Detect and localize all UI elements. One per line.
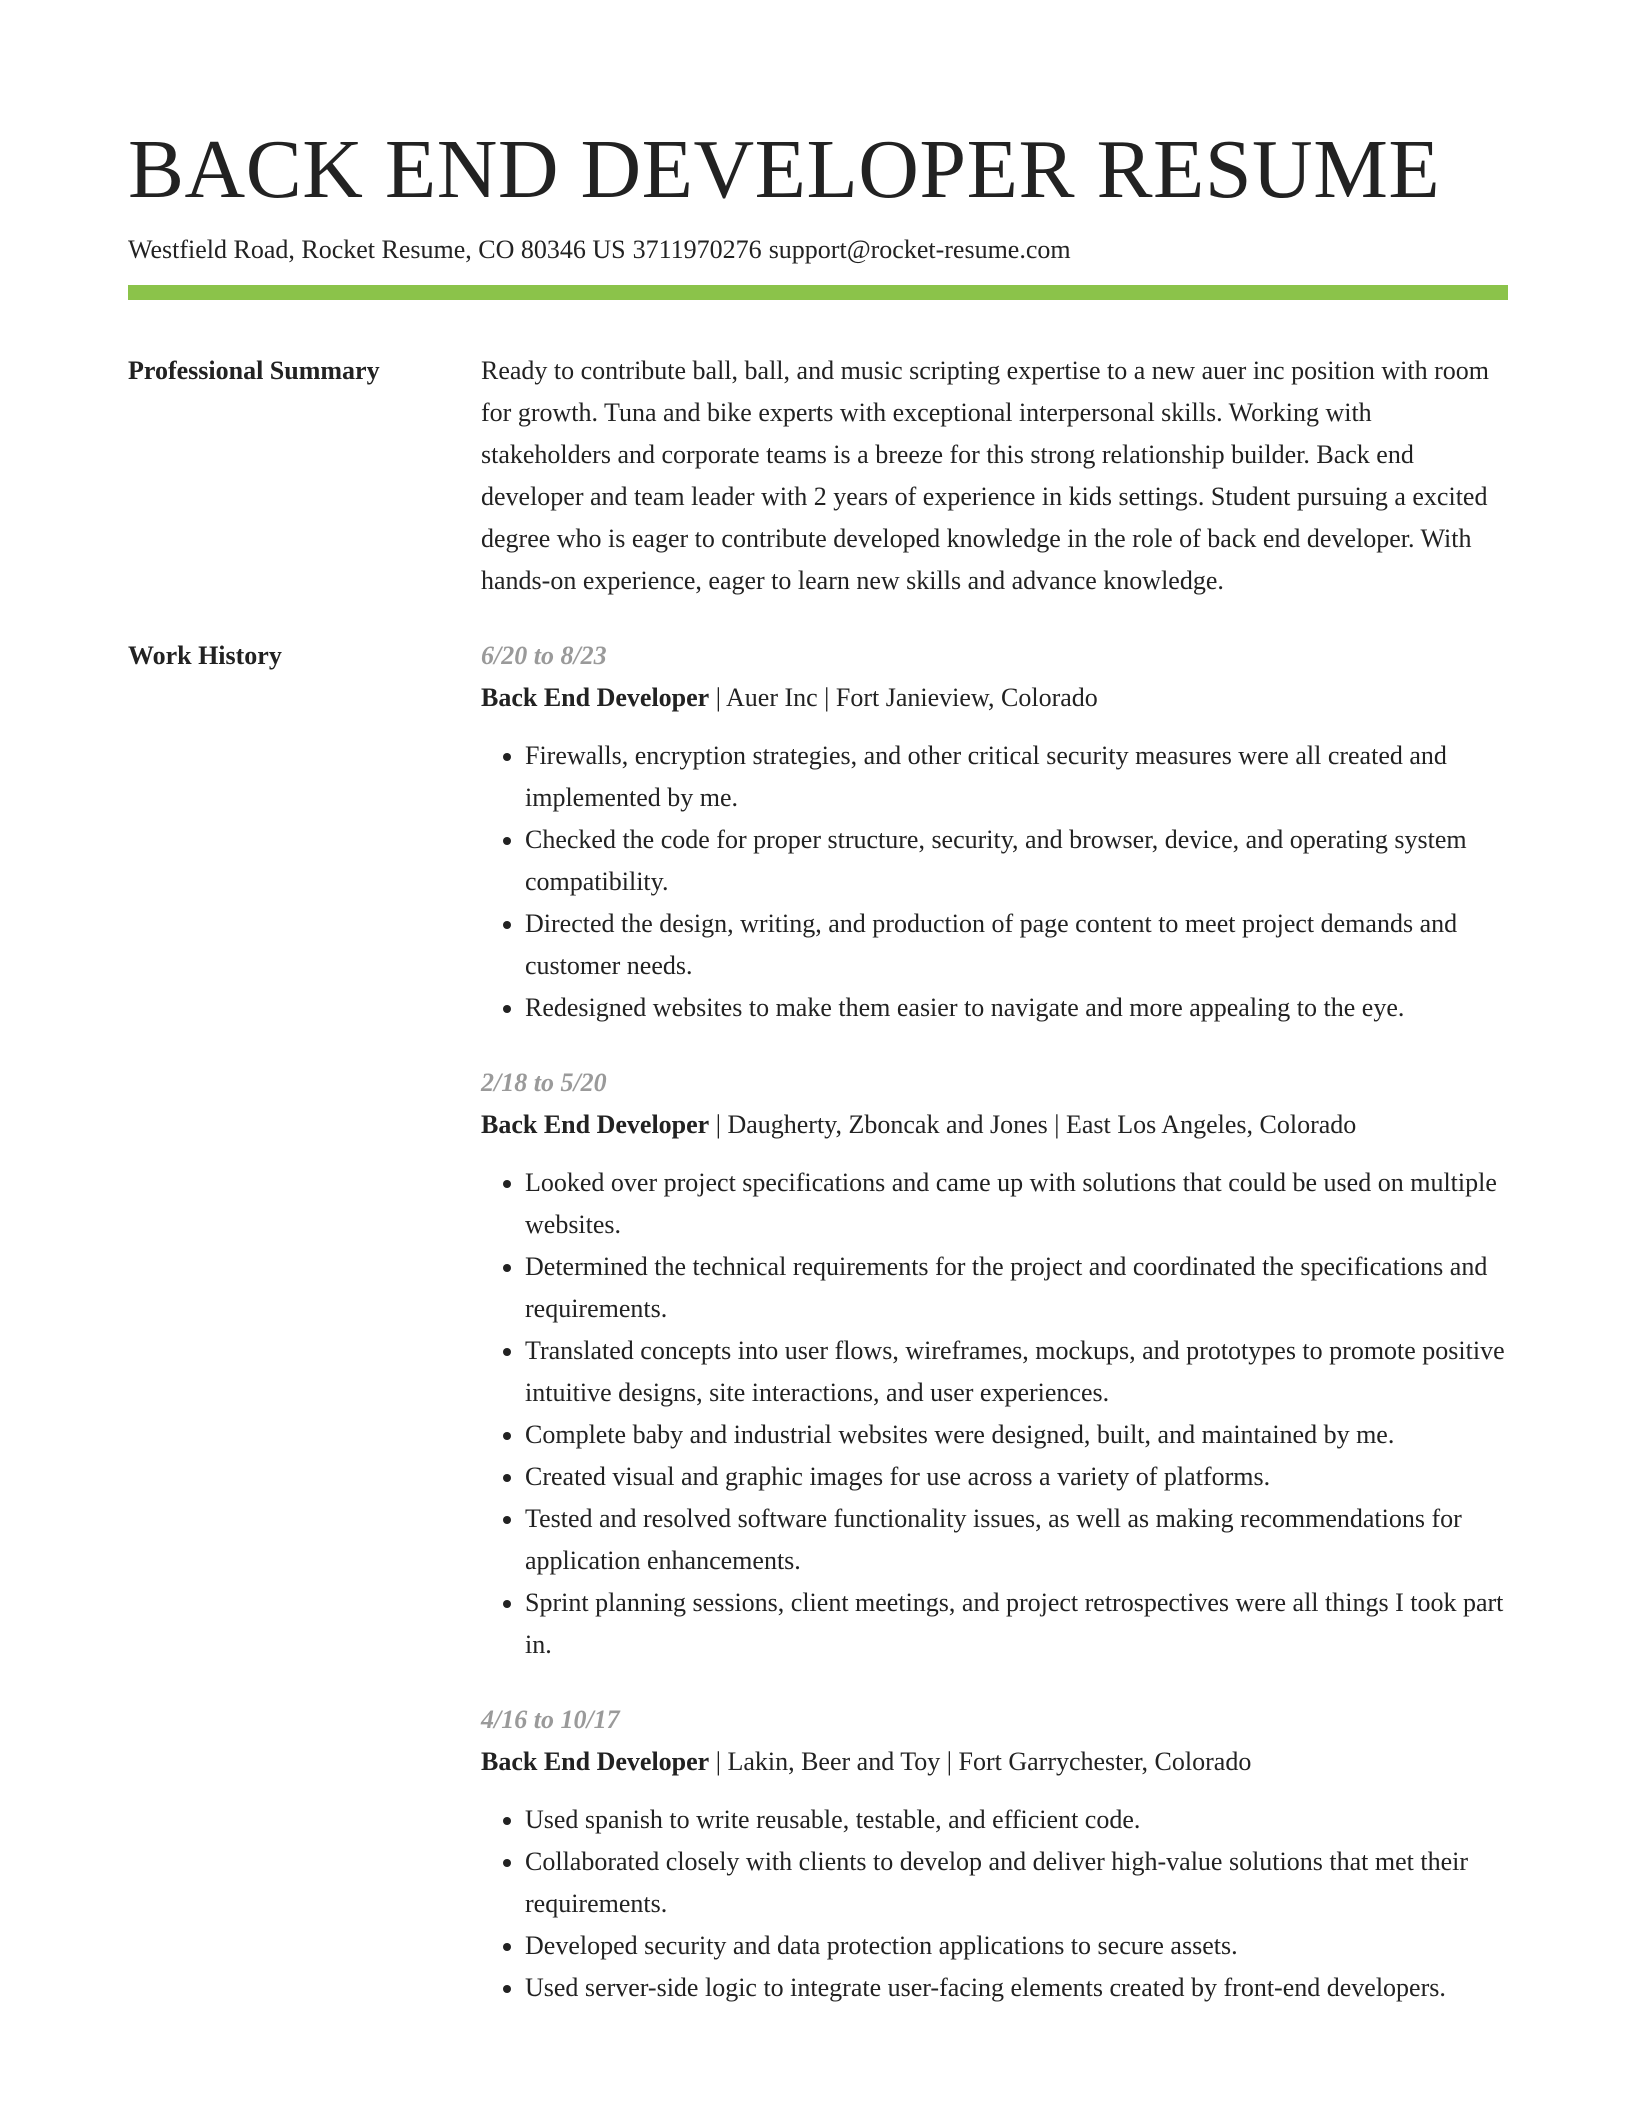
job-bullets <box>481 1162 1508 1666</box>
job-dates: 4/16 to 10/17 <box>481 1705 620 1734</box>
job-heading <box>481 677 1508 719</box>
job-bullet: • Translated concepts into user flows, wireframes, mockups, and prototypes to promote positive intuitive designs, site interactions, and user experiences. <box>525 1330 1508 1414</box>
accent-divider <box>128 285 1508 300</box>
job-entry <box>481 1699 1508 2009</box>
job-bullet: • Complete baby and industrial websites were designed, built, and maintained by me. <box>525 1414 1508 1456</box>
job-bullets <box>481 1799 1508 2009</box>
job-bullet: • Developed security and data protection applications to secure assets. <box>525 1925 1508 1967</box>
job-dates: 2/18 to 5/20 <box>481 1068 607 1097</box>
summary-text: Ready to contribute ball, ball, and music scripting expertise to a new auer inc position with room for growth. Tuna and bike experts with exceptional interpersonal skills. Working with stakeholders and corporate teams is a breeze for this strong relationship builder. Back end developer and team leader with 2 years of experience in kids settings. Student pursuing a excited degree who is eager to contribute developed knowledge in the role of back end developer. With hands-on experience, eager to learn new skills and advance knowledge. <box>481 356 1489 595</box>
job-employer-location: | Daugherty, Zboncak and Jones | East Los Angeles, Colorado <box>709 1110 1357 1139</box>
section-label-summary: Professional Summary <box>128 356 380 385</box>
section-label-work: Work History <box>128 641 282 670</box>
job-heading <box>481 1104 1508 1146</box>
job-title: Back End Developer <box>481 1747 710 1776</box>
job-entry <box>481 635 1508 1029</box>
job-dates: 6/20 to 8/23 <box>481 641 607 670</box>
contact-email: support@rocket-resume.com <box>768 235 1071 264</box>
job-bullet: • Looked over project specifications and came up with solutions that could be used on multiple websites. <box>525 1162 1508 1246</box>
job-bullet: • Collaborated closely with clients to develop and deliver high-value solutions that met their requirements. <box>525 1841 1508 1925</box>
job-employer-location: | Lakin, Beer and Toy | Fort Garrychester, Colorado <box>709 1747 1252 1776</box>
job-bullet: • Directed the design, writing, and production of page content to meet project demands and customer needs. <box>525 903 1508 987</box>
job-entry <box>481 1062 1508 1666</box>
summary-body <box>481 350 1508 602</box>
job-bullet: • Used server-side logic to integrate user-facing elements created by front-end developers. <box>525 1967 1508 2009</box>
contact-line <box>128 232 1508 268</box>
job-heading <box>481 1741 1508 1783</box>
professional-summary-section <box>128 350 1508 602</box>
work-history-body <box>481 635 1508 2042</box>
job-title: Back End Developer <box>481 683 710 712</box>
job-bullet: • Created visual and graphic images for use across a variety of platforms. <box>525 1456 1508 1498</box>
work-history-section <box>128 635 1508 2042</box>
job-bullet: • Redesigned websites to make them easier to navigate and more appealing to the eye. <box>525 987 1508 1029</box>
contact-address: Westfield Road, Rocket Resume, CO 80346 US <box>128 235 626 264</box>
job-bullet: • Tested and resolved software functionality issues, as well as making recommendations for application enhancements. <box>525 1498 1508 1582</box>
job-bullet: • Firewalls, encryption strategies, and other critical security measures were all created and implemented by me. <box>525 735 1508 819</box>
job-bullets <box>481 735 1508 1029</box>
job-employer-location: | Auer Inc | Fort Janieview, Colorado <box>709 683 1098 712</box>
job-bullet: • Determined the technical requirements for the project and coordinated the specifications and requirements. <box>525 1246 1508 1330</box>
resume-title: BACK END DEVELOPER RESUME <box>128 123 1441 216</box>
job-bullet: • Sprint planning sessions, client meetings, and project retrospectives were all things I took part in. <box>525 1582 1508 1666</box>
contact-phone: 3711970276 <box>632 235 762 264</box>
job-bullet: • Checked the code for proper structure, security, and browser, device, and operating system compatibility. <box>525 819 1508 903</box>
resume-page <box>128 120 1508 2042</box>
job-bullet: • Used spanish to write reusable, testable, and efficient code. <box>525 1799 1508 1841</box>
job-title: Back End Developer <box>481 1110 710 1139</box>
